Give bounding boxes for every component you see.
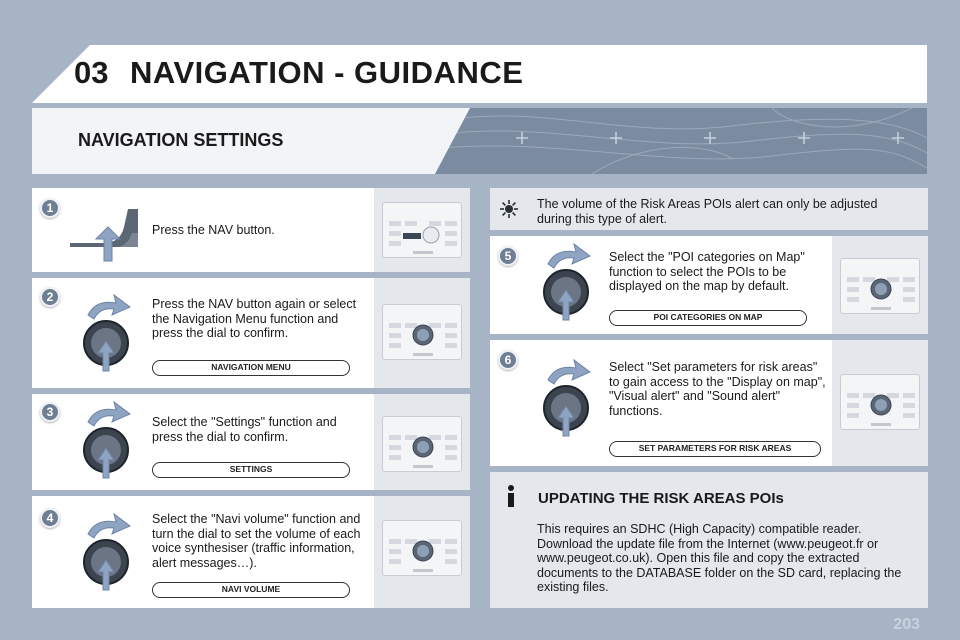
poi-categories-label[interactable]: POI CATEGORIES ON MAP: [609, 310, 807, 326]
radio-unit-1: [382, 202, 462, 258]
radio-image-4: [374, 496, 470, 608]
step-4-badge: 4: [40, 508, 60, 528]
curved-arrow-icon: [88, 514, 130, 538]
step-6-text: Select "Set parameters for risk areas" to gain access to the "Display on map", "Visual alert" and "Sound alert" functions.: [609, 360, 826, 418]
settings-label[interactable]: SETTINGS: [152, 462, 350, 478]
chapter-title: NAVIGATION - GUIDANCE: [130, 55, 524, 90]
radio-unit-5: [840, 258, 920, 314]
radio-sketch-icon: [383, 521, 463, 577]
section-title: NAVIGATION SETTINGS: [78, 130, 284, 150]
step-1-badge: 1: [40, 198, 60, 218]
navigation-menu-label[interactable]: NAVIGATION MENU: [152, 360, 350, 376]
page-number: 203: [893, 616, 920, 633]
nav-button-label[interactable]: NAV: [84, 215, 101, 224]
step-5-text: Select the "POI categories on Map" function to select the POIs to be displayed on the map by default.: [609, 250, 805, 293]
curved-arrow-icon: [88, 402, 130, 426]
tip-text: The volume of the Risk Areas POIs alert can only be adjusted during this type of alert.: [537, 197, 878, 226]
radio-image-2: [374, 278, 470, 388]
step-2-badge: 2: [40, 287, 60, 307]
info-title: UPDATING THE RISK AREAS POIs: [538, 490, 784, 507]
curved-arrow-icon: [88, 295, 130, 319]
curved-arrow-icon: [548, 244, 590, 268]
radio-unit-4: [382, 520, 462, 576]
navi-volume-label[interactable]: NAVI VOLUME: [152, 582, 350, 598]
radio-sketch-icon: [841, 375, 921, 431]
radio-unit-3: [382, 416, 462, 472]
radio-image-1: [374, 188, 470, 272]
step-1-text: Press the NAV button.: [152, 223, 275, 237]
radio-unit-6: [840, 374, 920, 430]
radio-image-3: [374, 394, 470, 490]
step-4-text: Select the "Navi volume" function and turn the dial to set the volume of each voice synthesiser (traffic information, alert messages…).: [152, 512, 361, 570]
radio-sketch-icon: [841, 259, 921, 315]
radio-image-6: [832, 340, 928, 466]
radio-image-5: [832, 236, 928, 334]
step-3-badge: 3: [40, 402, 60, 422]
radio-unit-2: [382, 304, 462, 360]
radio-sketch-icon: [383, 305, 463, 361]
step-5-badge: 5: [498, 246, 518, 266]
step-3-text: Select the "Settings" function and press the dial to confirm.: [152, 415, 337, 444]
chapter-number: 03: [74, 55, 109, 90]
set-parameters-label[interactable]: SET PARAMETERS FOR RISK AREAS: [609, 441, 821, 457]
step-6-badge: 6: [498, 350, 518, 370]
radio-sketch-icon: [383, 203, 463, 259]
dial-illustration-6: [536, 358, 596, 438]
sun-icon: [499, 199, 519, 219]
dial-illustration-3: [76, 400, 136, 480]
dial-illustration-5: [536, 242, 596, 322]
info-icon: [504, 484, 518, 508]
info-body: This requires an SDHC (High Capacity) compatible reader. Download the update file from the Internet (www.peugeot.fr or www.peugeot.co.uk). Open this file and copy the extracted documents to the DATABASE folder on the SD card, replacing the existing files.: [537, 522, 902, 594]
step-2-text: Press the NAV button again or select the Navigation Menu function and press the dial to confirm.: [152, 297, 357, 340]
nav-button-illustration: [68, 205, 140, 265]
radio-sketch-icon: [383, 417, 463, 473]
curved-arrow-icon: [548, 360, 590, 384]
dial-illustration-4: [76, 512, 136, 592]
dial-illustration-2: [76, 293, 136, 373]
